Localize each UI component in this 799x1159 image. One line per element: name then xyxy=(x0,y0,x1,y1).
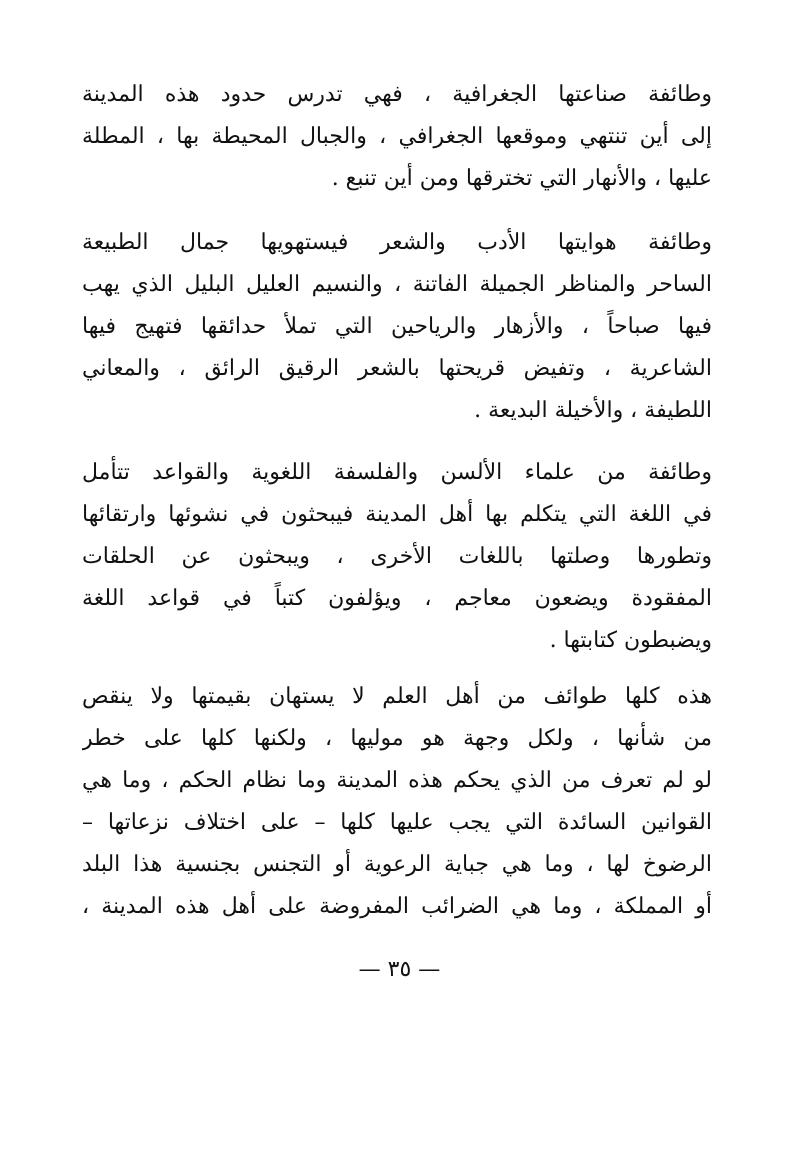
text-line: عليها ، والأنهار التي تخترقها ومن أين تنبع . xyxy=(331,166,712,191)
text-line: المفقودة ويضعون معاجم ، ويؤلفون كتباً في قواعد اللغة xyxy=(82,586,712,611)
paragraph-linguistics xyxy=(82,452,712,662)
paragraph-governance xyxy=(82,676,712,928)
text-line: إلى أين تنتهي وموقعها الجغرافي ، والجبال المحيطة بها ، المطلة xyxy=(82,124,712,149)
text-line: أو المملكة ، وما هي الضرائب المفروضة على أهل هذه المدينة ، xyxy=(82,894,712,919)
text-line: القوانين السائدة التي يجب عليها كلها – على اختلاف نزعاتها – xyxy=(82,810,712,835)
text-line: اللطيفة ، والأخيلة البديعة . xyxy=(474,398,712,423)
text-line: وطائفة من علماء الألسن والفلسفة اللغوية والقواعد تتأمل xyxy=(82,460,712,485)
text-line: الساحر والمناظر الجميلة الفاتنة ، والنسيم العليل البليل الذي يهب xyxy=(82,272,712,297)
text-line: هذه كلها طوائف من أهل العلم لا يستهان بقيمتها ولا ينقص xyxy=(82,684,712,709)
text-line: فيها صباحاً ، والأزهار والرياحين التي تملأ حدائقها فتهيج فيها xyxy=(82,314,712,339)
text-line: وطائفة صناعتها الجغرافية ، فهي تدرس حدود هذه المدينة xyxy=(82,82,712,107)
text-line: الشاعرية ، وتفيض قريحتها بالشعر الرقيق الرائق ، والمعاني xyxy=(82,356,712,381)
text-line: لو لم تعرف من الذي يحكم هذه المدينة وما نظام الحكم ، وما هي xyxy=(82,768,712,793)
text-line: وتطورها وصلتها باللغات الأخرى ، ويبحثون عن الحلقات xyxy=(82,544,712,569)
text-line: ويضبطون كتابتها . xyxy=(549,628,712,653)
paragraph-literature xyxy=(82,222,712,432)
text-line: وطائفة هوايتها الأدب والشعر فيستهويها جمال الطبيعة xyxy=(82,230,712,255)
page-number: — ٣٥ — xyxy=(358,957,441,982)
text-line: من شأنها ، ولكل وجهة هو موليها ، ولكنها كلها على خطر xyxy=(82,726,712,751)
paragraph-geography xyxy=(82,74,712,200)
text-line: في اللغة التي يتكلم بها أهل المدينة فيبحثون في نشوئها وارتقائها xyxy=(82,502,712,527)
text-line: الرضوخ لها ، وما هي جباية الرعوية أو التجنس بجنسية هذا البلد xyxy=(82,852,712,877)
